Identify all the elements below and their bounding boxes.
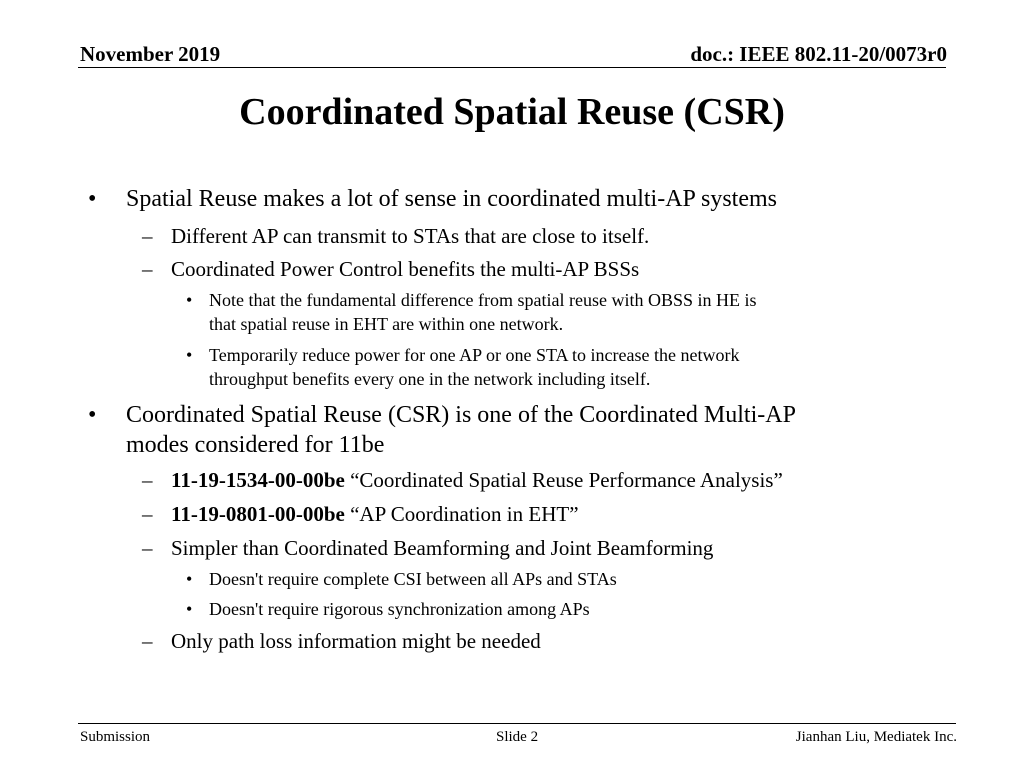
bullet-csr-line2: modes considered for 11be [126, 432, 385, 458]
sub-bullet-simpler-than-beamforming: Simpler than Coordinated Beamforming and Joint Beamforming [171, 536, 714, 560]
sub-bullet-power-control: Coordinated Power Control benefits the multi-AP BSSs [171, 257, 640, 281]
sub-bullet-reference-0801 [171, 500, 579, 528]
dash-marker: – [142, 468, 153, 492]
document-reference-0801: 11-19-0801-00-00be [171, 502, 345, 526]
slide-title: Coordinated Spatial Reuse (CSR) [239, 91, 785, 133]
sub-sub-bullet-obss-line1: Note that the fundamental difference from spatial reuse with OBSS in HE is [209, 290, 757, 310]
bullet-marker: • [186, 290, 193, 310]
dash-marker: – [142, 257, 153, 281]
footer-slide-number: Slide 2 [496, 729, 539, 745]
footer-submission: Submission [80, 729, 151, 745]
dash-marker: – [142, 629, 153, 653]
header-doc-number: doc.: IEEE 802.11-20/0073r0 [690, 42, 947, 66]
sub-sub-bullet-no-csi: Doesn't require complete CSI between all APs and STAs [209, 569, 617, 589]
document-reference-1534: 11-19-1534-00-00be [171, 468, 345, 492]
dash-marker: – [142, 224, 153, 248]
sub-sub-bullet-no-sync: Doesn't require rigorous synchronization among APs [209, 599, 590, 619]
dash-marker: – [142, 536, 153, 560]
bullet-marker: • [186, 569, 193, 589]
sub-bullet-different-ap: Different AP can transmit to STAs that are close to itself. [171, 224, 650, 248]
sub-sub-bullet-obss-line2: that spatial reuse in EHT are within one network. [209, 314, 564, 334]
sub-sub-bullet-reduce-power-line1: Temporarily reduce power for one AP or one STA to increase the network [209, 345, 740, 365]
header-date: November 2019 [80, 42, 221, 66]
bullet-marker: • [186, 599, 193, 619]
reference-title-0801: “AP Coordination in EHT” [344, 502, 579, 526]
footer-author: Jianhan Liu, Mediatek Inc. [795, 729, 957, 745]
bullet-marker: • [88, 186, 97, 212]
sub-bullet-path-loss: Only path loss information might be needed [171, 629, 541, 653]
bullet-marker: • [88, 402, 97, 428]
reference-title-1534: “Coordinated Spatial Reuse Performance Analysis” [344, 468, 783, 492]
sub-bullet-reference-1534 [171, 466, 783, 494]
bullet-marker: • [186, 345, 193, 365]
bullet-csr-line1: Coordinated Spatial Reuse (CSR) is one of the Coordinated Multi-AP [126, 402, 796, 428]
sub-sub-bullet-reduce-power-line2: throughput benefits every one in the network including itself. [209, 369, 651, 389]
dash-marker: – [142, 502, 153, 526]
footer-divider [78, 723, 956, 724]
bullet-spatial-reuse: Spatial Reuse makes a lot of sense in coordinated multi-AP systems [126, 186, 777, 212]
